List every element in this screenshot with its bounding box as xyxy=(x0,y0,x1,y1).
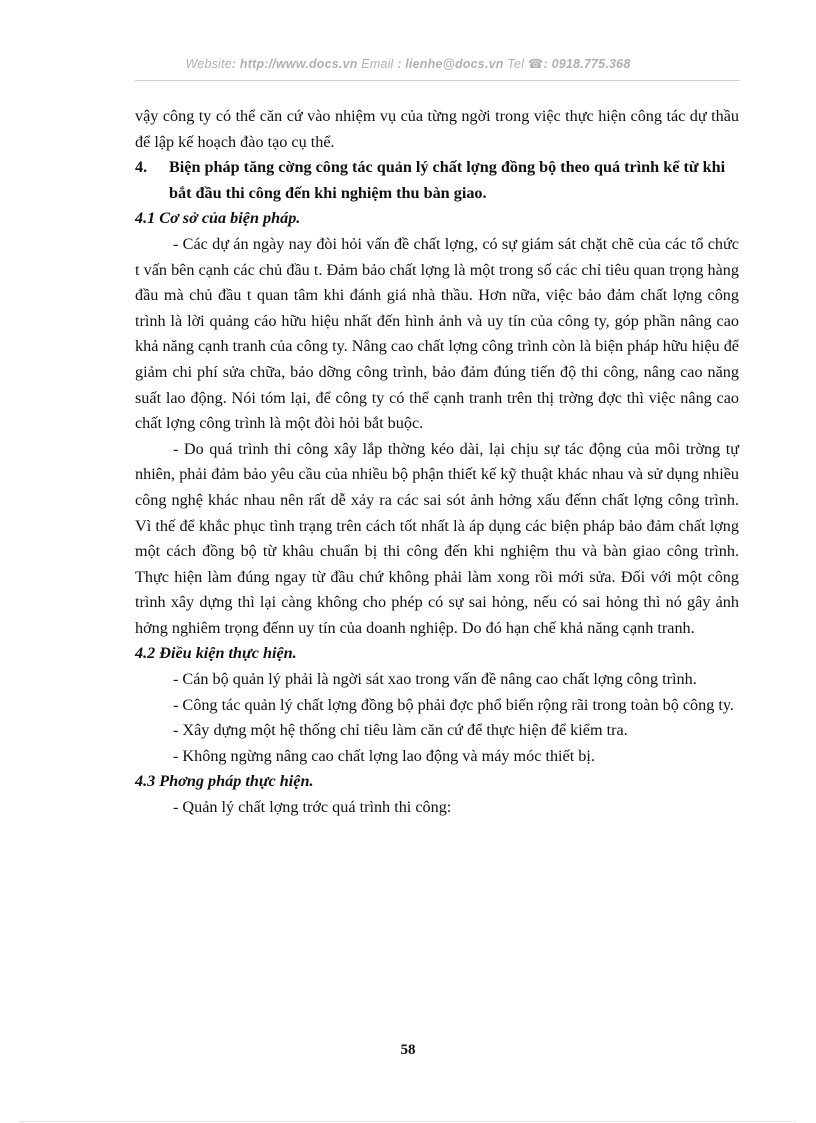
bottom-divider xyxy=(20,1121,796,1122)
subsection-4-1-heading: 4.1 Cơ sở của biện pháp. xyxy=(135,209,301,228)
section-4-heading xyxy=(135,155,739,206)
intro-paragraph: vậy công ty có thể căn cứ vào nhiệm vụ của từng ngời trong việc thực hiện công tác dự thầu để lập kế hoạch đào tạo cụ thể. xyxy=(135,107,739,151)
tel-number: ☎: 0918.775.368 xyxy=(527,57,631,71)
section-title: Biện pháp tăng cờng công tác quản lý chất lợng đồng bộ theo quá trình kể từ khi bắt đầu thi công đến khi nghiệm thu bàn giao. xyxy=(169,158,726,202)
paragraph-4-1-b: - Do quá trình thi công xây lắp thờng kéo dài, lại chịu sự tác động của môi trờng tự nhiên, phải đảm bảo yêu cầu của nhiều bộ phận thiết kế kỹ thuật khác nhau và sử dụng nhiều công nghệ khác nhau nên rất dễ xảy ra các sai sót ảnh hởng xấu đếnn chất lợng công trình. Vì thế để khắc phục tình trạng trên cách tốt nhất là áp dụng các biện pháp bảo đảm chất lợng một cách đồng bộ từ khâu chuẩn bị thi công đến khi nghiệm thu và bàn giao công trình. Thực hiện làm đúng ngay từ đầu chứ không phải làm xong rồi mới sửa. Đối với một công trình xây dựng thì lại càng không cho phép có sự sai hỏng, nếu có sai hỏng thì nó gây ảnh hởng nghiêm trọng đếnn uy tín của doanh nghiệp. Do đó hạn chế khả năng cạnh tranh. xyxy=(135,439,739,637)
subsection-4-2-heading: 4.2 Điều kiện thực hiện. xyxy=(135,644,297,663)
paragraph-4-2-a: - Cán bộ quản lý phải là ngời sát xao trong vấn đề nâng cao chất lợng công trình. xyxy=(173,670,697,689)
website-label: Website xyxy=(185,57,232,71)
page-number: 58 xyxy=(400,1042,416,1058)
section-number: 4. xyxy=(135,158,148,177)
email-label: Email xyxy=(357,57,394,71)
paragraph-4-3-a: - Quản lý chất lợng trớc quá trình thi công: xyxy=(173,798,452,817)
paragraph-4-2-c: - Xây dựng một hệ thống chỉ tiêu làm căn cứ để thực hiện để kiểm tra. xyxy=(173,721,628,740)
paragraph-4-1-a: - Các dự án ngày nay đòi hỏi vấn đề chất lợng, có sự giám sát chặt chẽ của các tổ chức t vấn bên cạnh các chủ đầu t. Đảm bảo chất lợng là một trong số các chỉ tiêu quan trọng hàng đầu mà chủ đầu t quan tâm khi đánh giá nhà thầu. Hơn nữa, việc bảo đảm chất lợng công trình là lời quảng cáo hữu hiệu nhất đến hình ảnh và uy tín của công ty, góp phần nâng cao khả năng cạnh tranh của công ty. Nâng cao chất lợng công trình còn là biện pháp hữu hiệu để giảm chi phí sửa chữa, bảo dỡng công trình, bảo đảm đúng tiến độ thi công, nâng cao năng suất lao động. Nói tóm lại, để công ty có thể cạnh tranh trên thị trờng đợc thì việc nâng cao chất lợng công trình là một đòi hỏi bắt buộc. xyxy=(135,234,739,433)
subsection-4-3-heading: 4.3 Phơng pháp thực hiện. xyxy=(135,772,314,791)
website-url[interactable]: : http://www.docs.vn xyxy=(231,57,358,71)
email-address[interactable]: : lienhe@docs.vn xyxy=(393,57,504,71)
paragraph-4-2-b: - Công tác quản lý chất lợng đồng bộ phải đợc phổ biến rộng rãi trong toàn bộ công ty. xyxy=(173,695,734,714)
document-body xyxy=(135,104,739,821)
paragraph-4-2-d: - Không ngừng nâng cao chất lợng lao động và máy móc thiết bị. xyxy=(173,746,595,765)
header-divider xyxy=(135,80,740,81)
page-header xyxy=(0,56,816,71)
tel-label: Tel xyxy=(503,57,525,71)
